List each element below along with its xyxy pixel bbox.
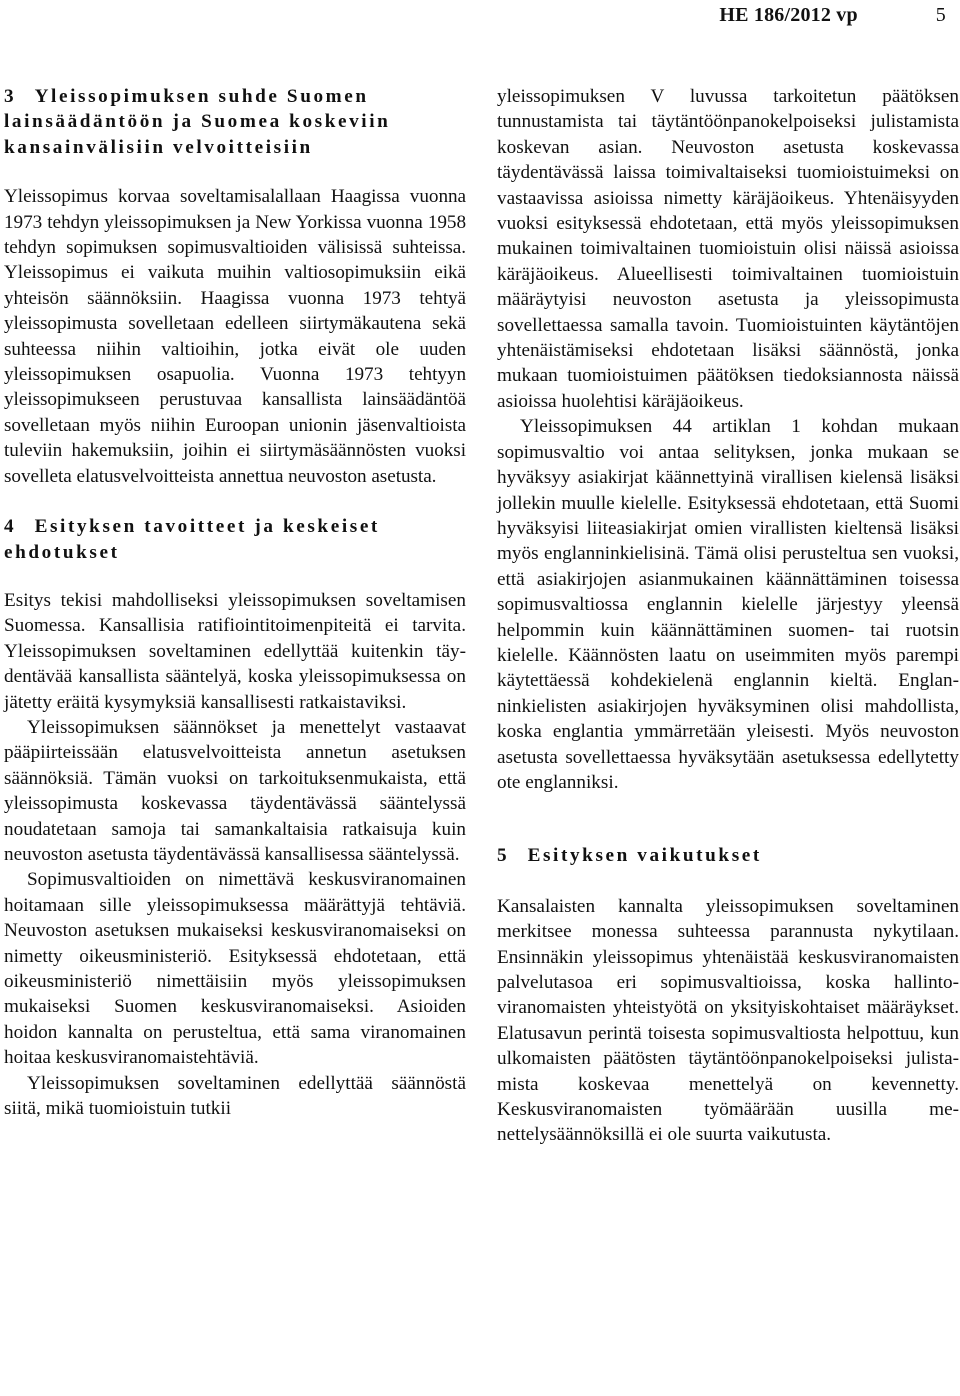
section-4-number: 4 bbox=[4, 516, 14, 538]
left-column bbox=[4, 84, 466, 1121]
section-3-title: Yleissopimuksen suhde Suomen lainsäädäntöön ja Suomea koskeviin kansainvälisiin velvoitteisiin bbox=[4, 86, 391, 158]
section-5-number: 5 bbox=[497, 845, 507, 867]
section-3-number: 3 bbox=[4, 86, 14, 107]
section-4-title: Esityksen tavoitteet ja keskeiset ehdotukset bbox=[4, 516, 380, 563]
section-4-heading bbox=[4, 514, 466, 565]
section-5-heading bbox=[497, 843, 959, 868]
paragraph: Yleissopimuksen 44 artiklan 1 kohdan mukaan sopimusvaltio voi antaa selityksen, jonka mukaan se hyväksyy asiakirjat käännettyinä virallisen kielensä lisäksi jollekin muulle kielelle. Esityksessä ehdotetaan, että Suomi hyväksyisi liiteasiakirjat omien virallisten kieltensä lisäksi myös englanninkielisinä. Tämä olisi perusteltua sen vuoksi, että asiakirjojen asianmukainen käännättäminen toisessa sopimusvaltiossa englannin kielelle järjestyy yleensä helpommin kuin käännättäminen suomen- tai ruotsin kielelle. Käännösten laatu on useimmiten myös parempi käytettäessä kohdekielenä englannin kieltä. Englanninkielisten asiakirjojen hyväksyminen olisi mahdollista, koska englantia ymmärretään yleisesti. Myös neuvoston asetusta sovellettaessa hyväksytään asetuksessa edellytetty ote englanniksi. bbox=[497, 416, 959, 793]
paragraph: Kansalaisten kannalta yleissopimuksen soveltaminen merkitsee monessa suhteessa parannusta nykytilaan. Ensinnäkin yleissopimus yhtenäistää keskusviranomaisten palvelutasoa eri sopimusvaltioissa, koska hallintoviranomaisten yhteistyötä on yksityiskohtaiset määräykset. Elatusavun perintä toisesta sopimusvaltiosta helpottuu, kun ulkomaisten päätösten täytäntöönpanokelpoiseksi julistamista koskevaa menettelyä on kevennetty. Keskusviranomaisten työmäärään uusilla menettelysäännöksillä ei ole suurta vaikutusta. bbox=[497, 895, 959, 1146]
paragraph: Yleissopimus korvaa soveltamisalallaan Haagissa vuonna 1973 tehdyn yleissopimuksen ja New Yorkissa vuonna 1958 tehdyn sopimuksen sopimusvaltioiden välisissä suhteissa. Yleissopimus ei vaikuta muihin valtiosopimuksiin eikä yhteisön säännöksiin. Haagissa vuonna 1973 tehtyä yleissopimusta sovelletaan edelleen siirtymäkautena sekä suhteessa niihin valtioihin, jotka eivät ole uuden yleissopimuksen osapuolia. Vuonna 1973 tehtyyn yleissopimukseen perustuvaa kansallista lainsäädäntöä sovelletaan myös niihin Euroopan unionin jäsenvaltioista tuleviin hakemuksiin, joihin ei siirtymäsäännösten vuoksi sovelleta elatusvelvoitteista annettua neuvoston asetusta. bbox=[4, 186, 466, 487]
page-header bbox=[719, 4, 946, 27]
section-3-heading bbox=[4, 84, 466, 160]
paragraph: Yleissopimuksen säännökset ja menettelyt vastaavat pääpiirteissään elatusvelvoitteista annetun asetuksen säännöksiä. Tämän vuoksi on tarkoituksenmukaista, että yleissopimusta koskevassa täydentävässä sääntelyssä noudatetaan samoja tai samankaltaisia ratkaisuja kuin neuvoston asetusta täydentävässä kansallisessa sääntelyssä. bbox=[4, 716, 466, 865]
right-column bbox=[497, 84, 959, 1148]
paragraph: yleissopimuksen V luvussa tarkoitetun päätöksen tunnustamista tai täytäntöönpanokelpoiseksi julistamista koskevan asian. Neuvoston asetusta koskevassa täydentävässä laissa toimivaltaiseksi tuomioistuimeksi on vastaavissa asioissa nimetty käräjäoikeus. Yhtenäisyyden vuoksi esityksessä ehdotetaan, että myös yleissopimuksen mukainen toimivaltainen tuomioistuin olisi näissä asioissa käräjäoikeus. Alueellisesti toimivaltainen tuomioistuin määräytyisi neuvoston asetusta ja yleissopimusta sovellettaessa samalla tavoin. Tuomioistuinten käytäntöjen yhtenäistämiseksi ehdotetaan lisäksi säännöstä, jonka mukaan tuomioistuimen päätöksen tiedoksiannosta näissä asioissa huolehtisi käräjäoikeus. bbox=[497, 86, 959, 412]
page-number: 5 bbox=[935, 4, 946, 26]
paragraph: Sopimusvaltioiden on nimettävä keskusviranomainen hoitamaan sille yleissopimuksessa määrättyjä tehtäviä. Neuvoston asetuksen mukaiseksi keskusviranomaiseksi on nimetty oikeusministeriö. Esityksessä ehdotetaan, että oikeusministeriö nimettäisiin myös yleissopimuksen mukaiseksi Suomen keskusviranomaiseksi. Asioiden hoidon kannalta on perusteltua, että sama viranomainen hoitaa keskusviranomaistehtäviä. bbox=[4, 869, 466, 1069]
paragraph: Esitys tekisi mahdolliseksi yleissopimuksen soveltamisen Suomessa. Kansallisia ratifiointitoimenpiteitä ei tarvita. Yleissopimuksen soveltaminen edellyttää kuitenkin täydentävää kansallista sääntelyä, koska yleissopimuksessa on jätetty eräitä kysymyksiä kansallisesti ratkaistaviksi. bbox=[4, 589, 466, 713]
paragraph: Yleissopimuksen soveltaminen edellyttää säännöstä siitä, mikä tuomioistuin tutkii bbox=[4, 1072, 466, 1120]
section-5-title: Esityksen vaikutukset bbox=[527, 845, 762, 867]
document-id: HE 186/2012 vp bbox=[719, 4, 858, 26]
